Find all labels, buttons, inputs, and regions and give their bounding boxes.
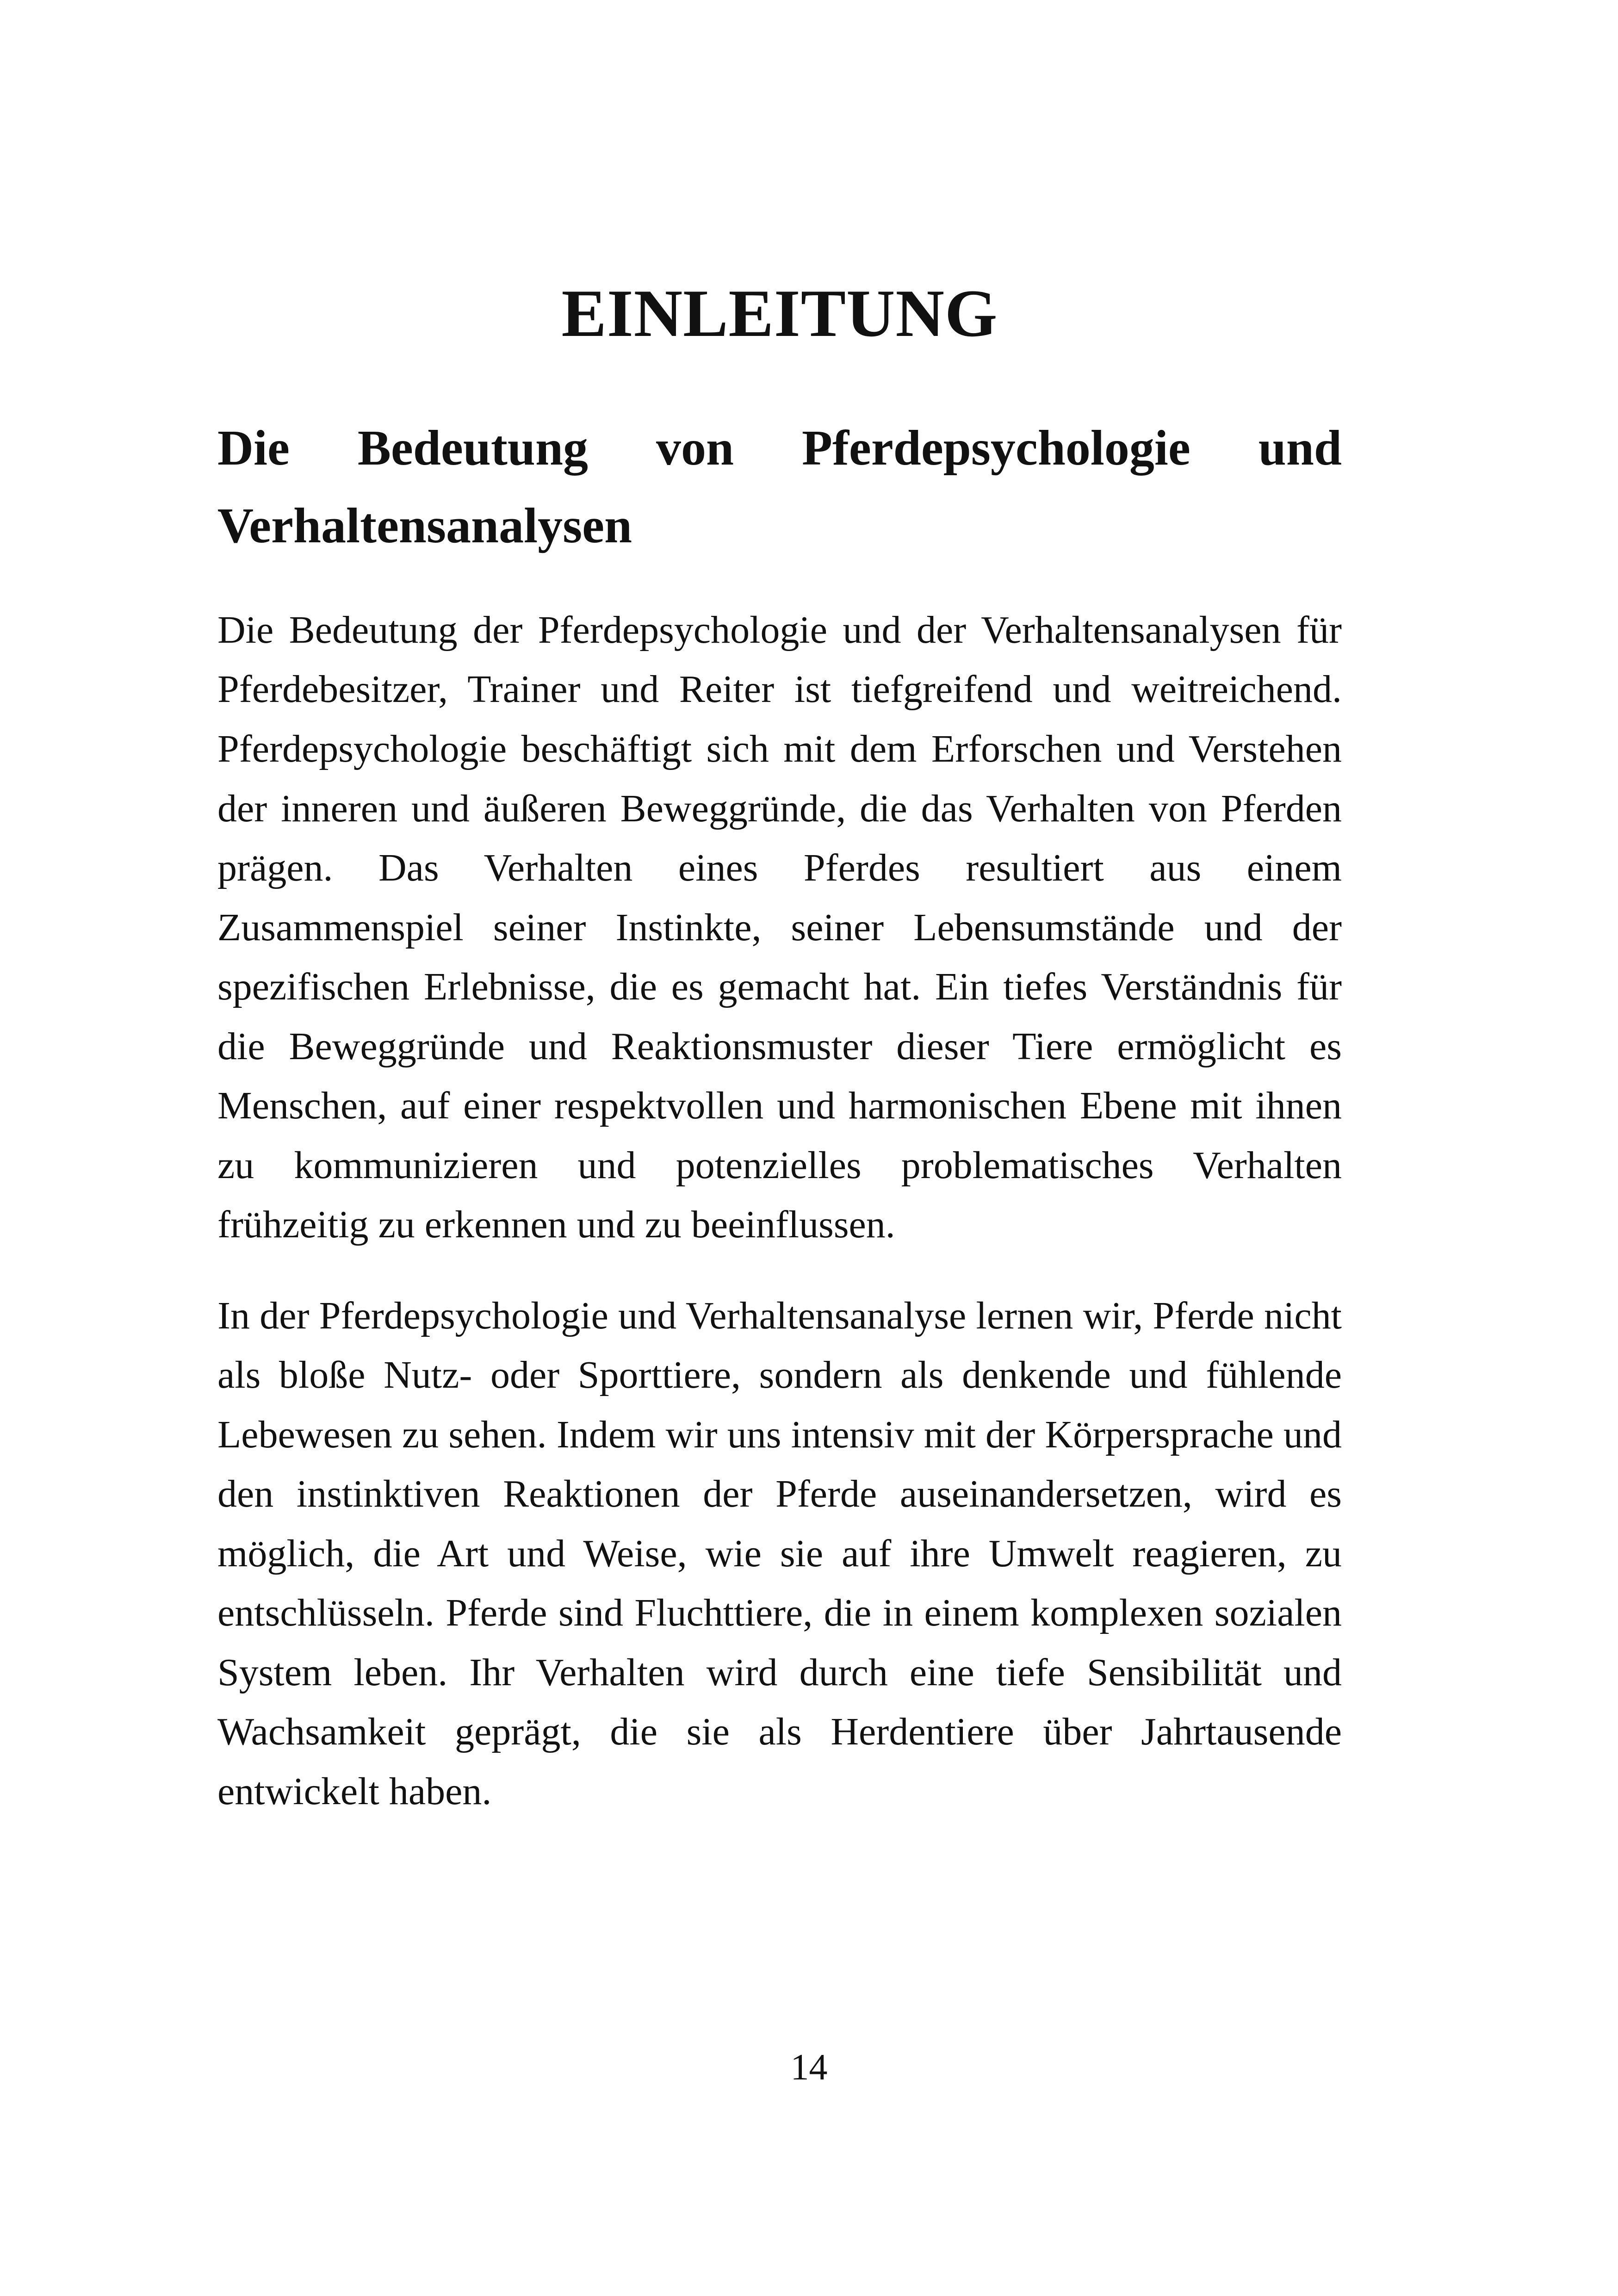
page-number: 14 — [790, 2047, 828, 2088]
body-paragraph-1: Die Bedeutung der Pferdepsychologie und der Verhaltensanalysen für Pferdebesitzer, Trainer und Reiter ist tiefgreifend und weitreichend. Pferdepsychologie beschäftigt sich mit dem Erforschen und Verstehen der inneren und äußeren Beweggründe, die das Verhalten von Pferden prägen. Das Verhalten eines Pferdes resultiert aus einem Zusammenspiel seiner Instinkte, seiner Lebensumstände und der spezifischen Erlebnisse, die es gemacht hat. Ein tiefes Verständnis für die Beweggründe und Reaktionsmuster dieser Tiere ermöglicht es Menschen, auf einer respektvollen und harmonischen Ebene mit ihnen zu kommunizieren und potenzielles problematisches Verhalten frühzeitig zu erkennen und zu beeinflussen. — [217, 608, 1342, 1247]
section-heading: Die Bedeutung von Pferdepsychologie und Verhaltensanalysen — [217, 421, 1342, 553]
body-paragraph-2: In der Pferdepsychologie und Verhaltensanalyse lernen wir, Pferde nicht als bloße Nutz- oder Sporttiere, sondern als denkende und fühlende Lebewesen zu sehen. Indem wir uns intensiv mit der Körpersprache und den instinktiven Reaktionen der Pferde auseinandersetzen, wird es möglich, die Art und Weise, wie sie auf ihre Umwelt reagieren, zu entschlüsseln. Pferde sind Fluchttiere, die in einem komplexen sozialen System leben. Ihr Verhalten wird durch eine tiefe Sensibilität und Wachsamkeit geprägt, die sie als Herdentiere über Jahrtausende entwickelt haben. — [217, 1294, 1342, 1813]
chapter-title: EINLEITUNG — [561, 276, 998, 351]
page-content — [217, 273, 1342, 1821]
